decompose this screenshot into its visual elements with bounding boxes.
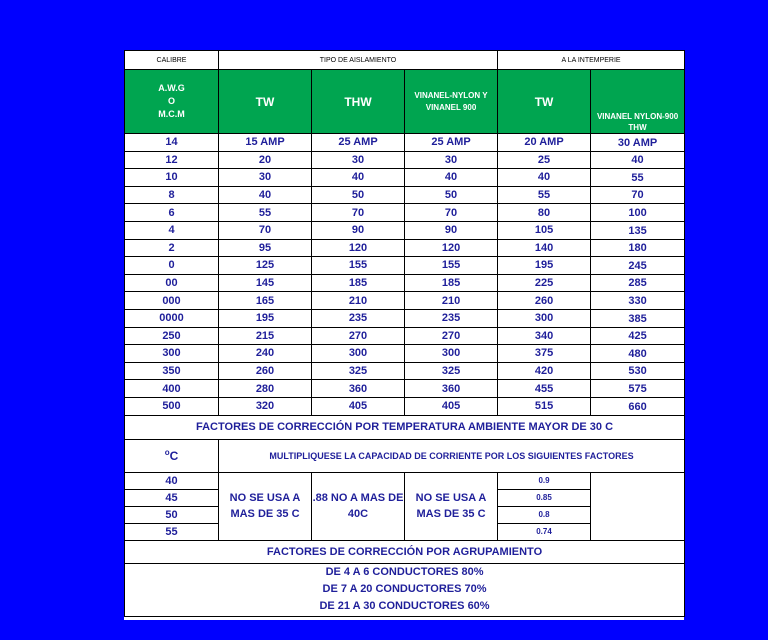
thw-cell: 30: [312, 151, 405, 169]
vinanel-cell: 70: [405, 204, 498, 222]
tw-cell: 280: [219, 380, 312, 398]
blank-cell: [591, 472, 685, 540]
table-row: [125, 221, 685, 239]
vinanel-outdoor-cell: 40: [591, 151, 685, 169]
vinanel-outdoor-cell: 480: [591, 345, 685, 363]
tw-outdoor-cell: 455: [498, 380, 591, 398]
vinanel-outdoor-cell: 100: [591, 204, 685, 222]
table-row: [125, 292, 685, 310]
grouping-line: DE 21 A 30 CONDUCTORES 60%: [319, 600, 490, 612]
vinanel-outdoor-header: VINANEL NYLON-900 THW: [591, 70, 685, 134]
vinanel-cell: 360: [405, 380, 498, 398]
awg-label: A.W.G: [158, 83, 185, 93]
thw-cell: 270: [312, 327, 405, 345]
mcm-label: M.C.M: [158, 109, 185, 119]
vinanel-outdoor-cell: 530: [591, 362, 685, 380]
vinanel-outdoor-cell: 180: [591, 239, 685, 257]
table-row: [125, 169, 685, 187]
factor-cell: 0.74: [498, 523, 591, 540]
size-cell: 6: [125, 204, 219, 222]
table-row: [125, 151, 685, 169]
size-cell: 12: [125, 151, 219, 169]
tw-cell: 40: [219, 186, 312, 204]
table-row: [125, 309, 685, 327]
multiply-row: [125, 439, 685, 472]
vinanel-cell: 25 AMP: [405, 134, 498, 152]
size-cell: 14: [125, 134, 219, 152]
vinanel-cell: 270: [405, 327, 498, 345]
size-cell: 400: [125, 380, 219, 398]
vinanel-outdoor-cell: 660: [591, 397, 685, 415]
tw-cell: 195: [219, 309, 312, 327]
vinanel-cell: 155: [405, 257, 498, 275]
vinanel-outdoor-cell: 385: [591, 309, 685, 327]
thw-cell: 90: [312, 221, 405, 239]
thw-temp-note: .88 NO A MAS DE 40C: [312, 472, 405, 540]
grouping-line: DE 7 A 20 CONDUCTORES 70%: [322, 583, 487, 595]
tw-outdoor-cell: 105: [498, 221, 591, 239]
thw-cell: 50: [312, 186, 405, 204]
thw-cell: 235: [312, 309, 405, 327]
tw-outdoor-cell: 420: [498, 362, 591, 380]
thw-cell: 120: [312, 239, 405, 257]
awg-or-label: O: [167, 96, 175, 106]
factor-cell: 0.85: [498, 489, 591, 506]
tw-outdoor-cell: 515: [498, 397, 591, 415]
size-cell: 300: [125, 345, 219, 363]
vinanel-cell: 325: [405, 362, 498, 380]
vinanel-cell: 405: [405, 397, 498, 415]
table-row: [125, 257, 685, 275]
thw-cell: 155: [312, 257, 405, 275]
grouping-list-row: [125, 563, 685, 616]
vinanel-outdoor-cell: 135: [591, 221, 685, 239]
temp-cell: 40: [125, 472, 219, 489]
tw-outdoor-header: TW: [498, 70, 591, 134]
column-header-row: [125, 70, 685, 134]
tipo-aislamiento-header: TIPO DE AISLAMIENTO: [219, 51, 498, 70]
tw-cell: 320: [219, 397, 312, 415]
tw-outdoor-cell: 25: [498, 151, 591, 169]
thw-header: THW: [312, 70, 405, 134]
size-cell: 350: [125, 362, 219, 380]
vinanel-cell: 185: [405, 274, 498, 292]
grouping-title-row: [125, 540, 685, 563]
temp-row: [125, 472, 685, 489]
vinanel-outdoor-cell: 330: [591, 292, 685, 310]
thw-cell: 25 AMP: [312, 134, 405, 152]
vinanel-outdoor-cell: 55: [591, 169, 685, 187]
tw-cell: 260: [219, 362, 312, 380]
vinanel-cell: 50: [405, 186, 498, 204]
degree-celsius-label: [125, 439, 219, 472]
tw-cell: 20: [219, 151, 312, 169]
header-row-top: [125, 51, 685, 70]
tw-cell: 30: [219, 169, 312, 187]
temp-cell: 55: [125, 523, 219, 540]
size-cell: 10: [125, 169, 219, 187]
temp-cell: 45: [125, 489, 219, 506]
vinanel-cell: 30: [405, 151, 498, 169]
temp-cell: 50: [125, 506, 219, 523]
table-row: [125, 134, 685, 152]
degree-unit: C: [169, 449, 179, 463]
temp-correction-title: FACTORES DE CORRECCIÓN POR TEMPERATURA AMBIENTE MAYOR DE 30 C: [125, 415, 685, 439]
thw-cell: 40: [312, 169, 405, 187]
tw-outdoor-cell: 300: [498, 309, 591, 327]
vinanel-outdoor-cell: 30 AMP: [591, 134, 685, 152]
vinanel-outdoor-cell: 285: [591, 274, 685, 292]
grouping-line: DE 4 A 6 CONDUCTORES 80%: [325, 566, 484, 578]
tw-outdoor-cell: 140: [498, 239, 591, 257]
vinanel-cell: 90: [405, 221, 498, 239]
thw-cell: 70: [312, 204, 405, 222]
thw-cell: 185: [312, 274, 405, 292]
tw-outdoor-cell: 225: [498, 274, 591, 292]
size-cell: 0000: [125, 309, 219, 327]
factor-cell: 0.9: [498, 472, 591, 489]
multiply-instructions: MULTIPLIQUESE LA CAPACIDAD DE CORRIENTE POR LOS SIGUIENTES FACTORES: [219, 439, 685, 472]
tw-outdoor-cell: 80: [498, 204, 591, 222]
tw-outdoor-cell: 20 AMP: [498, 134, 591, 152]
intemperie-header: A LA INTEMPERIE: [498, 51, 685, 70]
degree-symbol: o: [164, 448, 170, 457]
size-cell: 4: [125, 221, 219, 239]
tw-outdoor-cell: 55: [498, 186, 591, 204]
thw-cell: 300: [312, 345, 405, 363]
table-row: [125, 239, 685, 257]
factor-cell: 0.8: [498, 506, 591, 523]
vinanel-outdoor-cell: 70: [591, 186, 685, 204]
size-cell: 250: [125, 327, 219, 345]
grouping-list: [125, 563, 685, 616]
tw-outdoor-cell: 260: [498, 292, 591, 310]
vinanel-outdoor-cell: 245: [591, 257, 685, 275]
tw-cell: 15 AMP: [219, 134, 312, 152]
table-row: [125, 362, 685, 380]
thw-cell: 360: [312, 380, 405, 398]
tw-cell: 70: [219, 221, 312, 239]
vinanel-cell: 210: [405, 292, 498, 310]
awg-header: [125, 70, 219, 134]
tw-outdoor-cell: 40: [498, 169, 591, 187]
vinanel-header: VINANEL-NYLON Y VINANEL 900: [405, 70, 498, 134]
vinanel-outdoor-cell: 575: [591, 380, 685, 398]
tw-cell: 55: [219, 204, 312, 222]
size-cell: 00: [125, 274, 219, 292]
calibre-header: CALIBRE: [125, 51, 219, 70]
table-row: [125, 274, 685, 292]
vinanel-temp-note: NO SE USA A MAS DE 35 C: [405, 472, 498, 540]
vinanel-cell: 40: [405, 169, 498, 187]
table-row: [125, 380, 685, 398]
thw-cell: 210: [312, 292, 405, 310]
table-row: [125, 204, 685, 222]
size-cell: 0: [125, 257, 219, 275]
ampacity-data-rows: [125, 134, 685, 416]
tw-outdoor-cell: 195: [498, 257, 591, 275]
tw-cell: 165: [219, 292, 312, 310]
tw-cell: 145: [219, 274, 312, 292]
table-row: [125, 345, 685, 363]
grouping-title: FACTORES DE CORRECCIÓN POR AGRUPAMIENTO: [125, 540, 685, 563]
vinanel-cell: 235: [405, 309, 498, 327]
temp-correction-title-row: [125, 415, 685, 439]
ampacity-table: [124, 50, 685, 617]
table-row: [125, 327, 685, 345]
tw-temp-note: NO SE USA A MAS DE 35 C: [219, 472, 312, 540]
table-row: [125, 397, 685, 415]
tw-cell: 95: [219, 239, 312, 257]
tw-cell: 240: [219, 345, 312, 363]
vinanel-cell: 120: [405, 239, 498, 257]
vinanel-cell: 300: [405, 345, 498, 363]
size-cell: 500: [125, 397, 219, 415]
size-cell: 8: [125, 186, 219, 204]
tw-cell: 215: [219, 327, 312, 345]
size-cell: 000: [125, 292, 219, 310]
table-row: [125, 186, 685, 204]
size-cell: 2: [125, 239, 219, 257]
tw-header: TW: [219, 70, 312, 134]
vinanel-outdoor-cell: 425: [591, 327, 685, 345]
tw-outdoor-cell: 340: [498, 327, 591, 345]
tw-cell: 125: [219, 257, 312, 275]
tw-outdoor-cell: 375: [498, 345, 591, 363]
thw-cell: 325: [312, 362, 405, 380]
thw-cell: 405: [312, 397, 405, 415]
ampacity-table-sheet: [124, 50, 684, 620]
